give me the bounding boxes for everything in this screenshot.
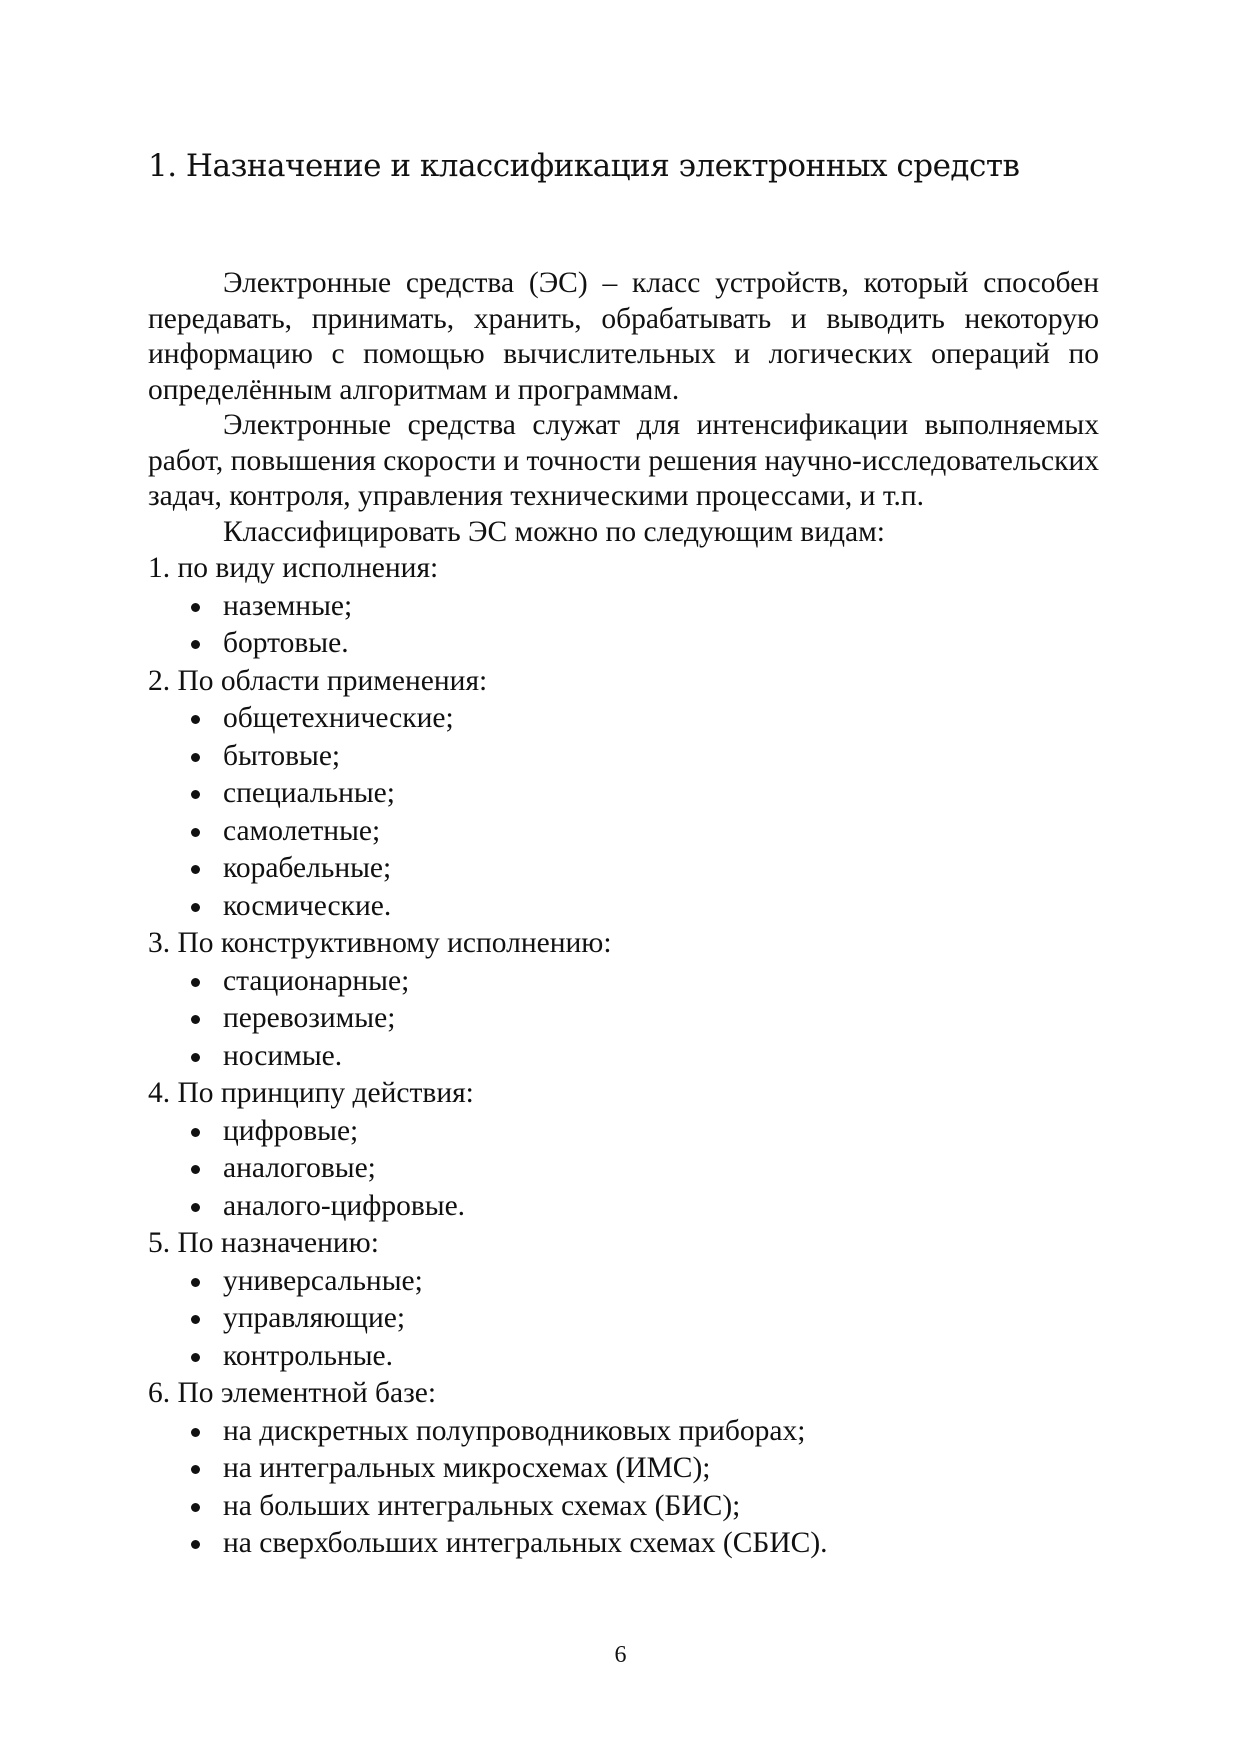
bullet-icon <box>191 1540 200 1549</box>
list-item <box>148 588 1099 626</box>
list-item-text: контрольные. <box>223 1339 393 1372</box>
bullet-icon <box>191 1428 200 1437</box>
list-item-text: на дискретных полупроводниковых приборах; <box>223 1414 806 1447</box>
list-item-text: общетехнические; <box>223 702 454 734</box>
bullet-icon <box>191 1353 200 1362</box>
list-item <box>148 1150 1099 1188</box>
category-items <box>148 1263 1099 1376</box>
bullet-icon <box>191 1053 200 1062</box>
category-block <box>148 550 1099 663</box>
category-block <box>148 1225 1099 1375</box>
list-item <box>148 1113 1099 1151</box>
bullet-icon <box>191 828 200 837</box>
bullet-icon <box>191 640 200 649</box>
list-item <box>148 700 1099 738</box>
bullet-icon <box>191 1315 200 1324</box>
category-block <box>148 1075 1099 1225</box>
bullet-icon <box>191 1015 200 1024</box>
list-item-text: на сверхбольших интегральных схемах (СБИС). <box>223 1527 828 1559</box>
list-item-text: корабельные; <box>223 852 392 884</box>
list-item <box>148 963 1099 1001</box>
list-item-text: бытовые; <box>223 739 341 772</box>
list-item <box>148 1488 1099 1526</box>
list-item <box>148 1450 1099 1488</box>
list-item <box>148 1338 1099 1376</box>
list-item <box>148 1413 1099 1451</box>
bullet-icon <box>191 1165 200 1174</box>
category-title: 5. По назначению: <box>148 1227 379 1259</box>
list-item <box>148 738 1099 776</box>
document-body <box>148 266 1099 1563</box>
category-items <box>148 1113 1099 1226</box>
list-item <box>148 850 1099 888</box>
list-item <box>148 1000 1099 1038</box>
paragraph-classification-intro: Классифицировать ЭС можно по следующим видам: <box>223 515 885 548</box>
category-block <box>148 925 1099 1075</box>
list-item <box>148 1188 1099 1226</box>
list-item-text: перевозимые; <box>223 1002 396 1034</box>
list-item <box>148 1525 1099 1563</box>
list-item <box>148 888 1099 926</box>
bullet-icon <box>191 753 200 762</box>
bullet-icon <box>191 1203 200 1212</box>
list-item-text: специальные; <box>223 777 395 809</box>
category-items <box>148 700 1099 925</box>
bullet-icon <box>191 603 200 612</box>
paragraph-purpose: Электронные средства служат для интенсификации выполняемых работ, повышения скорости и точности решения научно-исследовательских задач, контроля, управления техническими процессами, и т.п. <box>148 409 1099 512</box>
paragraph-definition: Электронные средства (ЭС) – класс устройств, который способен передавать, принимать, хранить, обрабатывать и выводить некоторую информацию с помощью вычислительных и логических операций по определённым алгоритмам и программам. <box>148 267 1099 406</box>
category-title: 1. по виду исполнения: <box>148 552 439 584</box>
classification-list <box>148 550 1099 1563</box>
list-item <box>148 1038 1099 1076</box>
section-heading: 1. Назначение и классификация электронных средств <box>148 148 1020 184</box>
list-item <box>148 625 1099 663</box>
list-item <box>148 1263 1099 1301</box>
bullet-icon <box>191 790 200 799</box>
bullet-icon <box>191 1465 200 1474</box>
list-item-text: на интегральных микросхемах (ИМС); <box>223 1452 711 1484</box>
list-item-text: аналого-цифровые. <box>223 1189 466 1222</box>
list-item-text: стационарные; <box>223 964 410 997</box>
list-item-text: самолетные; <box>223 814 381 847</box>
list-item-text: цифровые; <box>223 1114 359 1147</box>
bullet-icon <box>191 1128 200 1137</box>
category-title: 4. По принципу действия: <box>148 1077 474 1109</box>
category-items <box>148 1413 1099 1563</box>
list-item-text: на больших интегральных схемах (БИС); <box>223 1489 741 1522</box>
category-title: 2. По области применения: <box>148 664 488 697</box>
list-item-text: управляющие; <box>223 1302 406 1334</box>
category-block <box>148 1375 1099 1563</box>
list-item-text: носимые. <box>223 1039 343 1072</box>
list-item-text: космические. <box>223 889 392 922</box>
category-title: 3. По конструктивному исполнению: <box>148 927 612 959</box>
bullet-icon <box>191 978 200 987</box>
list-item <box>148 775 1099 813</box>
list-item <box>148 813 1099 851</box>
category-items <box>148 963 1099 1076</box>
bullet-icon <box>191 1278 200 1287</box>
category-title: 6. По элементной базе: <box>148 1377 437 1409</box>
bullet-icon <box>191 903 200 912</box>
bullet-icon <box>191 715 200 724</box>
list-item-text: аналоговые; <box>223 1152 376 1184</box>
page-number: 6 <box>614 1642 627 1668</box>
list-item-text: универсальные; <box>223 1264 423 1297</box>
bullet-icon <box>191 1503 200 1512</box>
list-item-text: наземные; <box>223 589 353 622</box>
list-item <box>148 1300 1099 1338</box>
category-block <box>148 663 1099 926</box>
bullet-icon <box>191 865 200 874</box>
list-item-text: бортовые. <box>223 627 349 659</box>
category-items <box>148 588 1099 663</box>
